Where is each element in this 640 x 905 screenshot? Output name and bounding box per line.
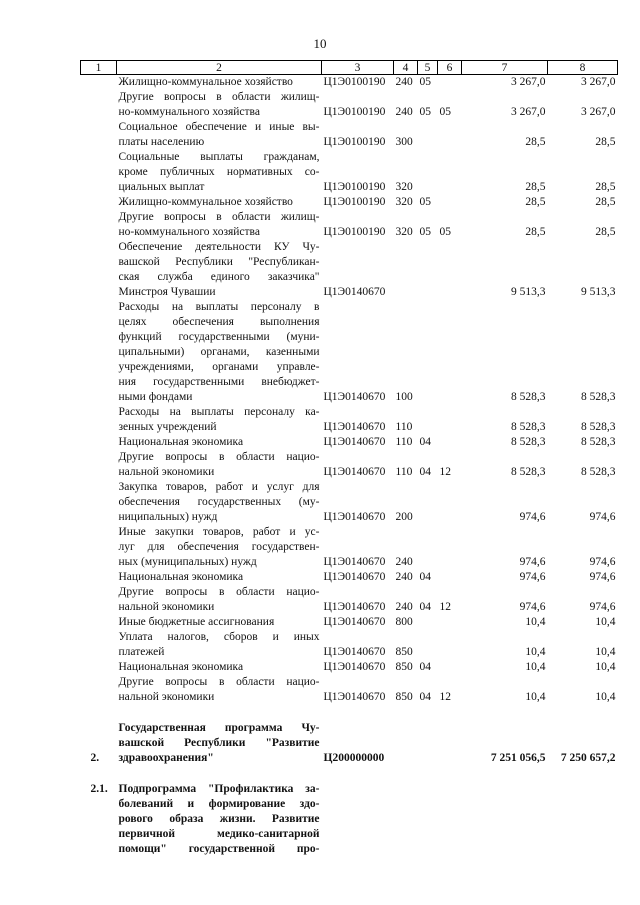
row-subsection [438,525,462,570]
row-section: 04 [419,691,431,703]
row-description-line: Другие вопросы в области нацио- [118,676,320,688]
row-amount-col7: 974,6 [519,601,546,613]
row-target-code: Ц1Э0140670 [323,286,386,298]
page-number: 10 [313,36,327,51]
row-subsection: 05 [439,106,451,118]
row-number [81,570,117,585]
row-description-line: Расходы на выплаты персоналу ка- [118,406,320,418]
row-description [117,660,322,675]
row-section: 05 [419,196,431,208]
row-subsection [438,480,462,525]
row-expense-type: 320 [395,181,413,193]
row-description [117,570,322,585]
row-expense-type: 320 [395,226,413,238]
row-amount-col7: 3 267,0 [511,76,546,88]
row-amount-col7: 974,6 [519,511,546,523]
row-description-line: Обеспечение деятельности КУ Чу- [118,241,320,253]
row-section [418,300,438,405]
header-col-8: 8 [548,61,618,75]
row-description [117,120,322,150]
row-amount-col7: 8 528,3 [511,391,546,403]
table-row [81,75,618,91]
row-description-line: Иные бюджетные ассигнования [118,616,275,628]
row-expense-type: 110 [395,466,413,478]
spacer-row [81,766,618,782]
row-section: 05 [419,106,431,118]
row-amount-col7: 9 513,3 [511,286,546,298]
row-target-code: Ц1Э0140670 [323,661,386,673]
row-target-code: Ц1Э0140670 [323,616,386,628]
table-row [81,150,618,195]
row-target-code: Ц1Э0140670 [323,646,386,658]
row-description-line: учреждениями, органами управле- [118,361,320,373]
row-number [81,525,117,570]
program-title [117,721,322,766]
row-subsection: 12 [439,691,451,703]
subprogram-title-line: помощи" государственной про- [118,843,320,855]
row-section [418,405,438,435]
row-amount-col7: 28,5 [525,196,546,208]
subprogram-title-line: первичной медико-санитарной [118,828,320,840]
row-subsection [438,120,462,150]
row-subsection: 12 [439,601,451,613]
row-number [81,210,117,240]
row-expense-type: 240 [395,76,413,88]
row-section [418,525,438,570]
row-section [418,240,438,300]
table-row [81,570,618,585]
row-description-line: целях обеспечения выполнения [118,316,320,328]
row-description-line: ская служба единого заказчика" [118,271,320,283]
row-amount-col8: 8 528,3 [581,391,616,403]
spacer-row [81,705,618,721]
row-expense-type: 240 [395,571,413,583]
row-section: 04 [419,661,431,673]
table-row [81,660,618,675]
table-body [81,75,618,858]
row-description-line: ными фондами [118,391,193,403]
row-amount-col8: 28,5 [595,196,616,208]
row-amount-col7: 28,5 [525,181,546,193]
table-row [81,525,618,570]
program-code: Ц200000000 [323,752,385,764]
row-expense-type: 320 [395,196,413,208]
row-section: 04 [419,601,431,613]
row-description-line: Расходы на выплаты персоналу в [118,301,320,313]
row-expense-type: 850 [395,661,413,673]
row-subsection [438,435,462,450]
row-section [418,615,438,630]
row-amount-col7: 28,5 [525,226,546,238]
row-description-line: Национальная экономика [118,436,244,448]
row-expense-type: 100 [395,391,413,403]
row-target-code: Ц1Э0140670 [323,571,386,583]
program-number: 2. [90,752,100,764]
row-amount-col7: 8 528,3 [511,436,546,448]
row-section: 05 [419,76,431,88]
row-amount-col7: 974,6 [519,571,546,583]
row-description [117,240,322,300]
row-target-code: Ц1Э0140670 [323,391,386,403]
row-description-line: Закупка товаров, работ и услуг для [118,481,320,493]
table-row [81,480,618,525]
row-expense-type: 240 [395,601,413,613]
row-expense-type: 300 [395,136,413,148]
row-number [81,585,117,615]
row-description-line: нальной экономики [118,601,215,613]
row-description-line: зенных учреждений [118,421,217,433]
table-row [81,90,618,120]
row-description [117,210,322,240]
row-description-line: обеспечения государственных (му- [118,496,320,508]
row-amount-col7: 10,4 [525,646,546,658]
row-target-code: Ц1Э0100190 [323,136,386,148]
row-expense-type: 200 [395,511,413,523]
row-expense-type: 240 [395,556,413,568]
row-description-line: нальной экономики [118,691,215,703]
program-row [81,721,618,766]
row-section [418,630,438,660]
row-amount-col8: 10,4 [595,661,616,673]
row-target-code: Ц1Э0140670 [323,466,386,478]
table-row [81,435,618,450]
program-amount-col7: 7 251 056,5 [490,752,546,764]
row-amount-col7: 3 267,0 [511,106,546,118]
row-number [81,405,117,435]
subprogram-title [117,782,322,857]
table-row [81,615,618,630]
row-subsection: 12 [439,466,451,478]
row-description-line: Национальная экономика [118,571,244,583]
row-target-code: Ц1Э0140670 [323,511,386,523]
row-number [81,615,117,630]
row-expense-type [394,240,418,300]
row-subsection [438,615,462,630]
row-subsection [438,195,462,210]
row-description [117,405,322,435]
row-amount-col7: 8 528,3 [511,466,546,478]
row-description-line: Жилищно-коммунальное хозяйство [118,76,293,88]
row-subsection [438,75,462,91]
row-amount-col8: 10,4 [595,646,616,658]
table-header-row [81,61,618,75]
row-amount-col8: 8 528,3 [581,436,616,448]
row-subsection: 05 [439,226,451,238]
row-amount-col8: 3 267,0 [581,76,616,88]
row-number [81,195,117,210]
row-description-line: Национальная экономика [118,661,244,673]
row-number [81,450,117,480]
table-row [81,300,618,405]
row-description-line: луг для обеспечения государствен- [118,541,320,553]
row-subsection [438,150,462,195]
row-amount-col8: 28,5 [595,226,616,238]
row-description-line: но-коммунального хозяйства [118,226,260,238]
header-col-2: 2 [117,61,322,75]
row-description [117,480,322,525]
row-description [117,300,322,405]
row-number [81,75,117,91]
row-description-line: вашской Республики "Республикан- [118,256,320,268]
row-section [418,120,438,150]
row-target-code: Ц1Э0140670 [323,691,386,703]
program-title-line: здравоохранения" [118,752,214,764]
row-amount-col8: 974,6 [589,571,616,583]
program-amount-col8: 7 250 657,2 [560,752,616,764]
row-subsection [438,240,462,300]
row-description-line: Жилищно-коммунальное хозяйство [118,196,293,208]
row-description [117,90,322,120]
row-expense-type: 110 [395,421,413,433]
row-section [418,150,438,195]
row-subsection [438,405,462,435]
table-row [81,240,618,300]
table-row [81,120,618,150]
row-description-line: Социальные выплаты гражданам, [118,151,320,163]
row-subsection [438,570,462,585]
row-amount-col8: 9 513,3 [581,286,616,298]
header-col-3: 3 [322,61,394,75]
header-col-7: 7 [462,61,548,75]
row-description-line: но-коммунального хозяйства [118,106,260,118]
row-description [117,435,322,450]
row-description-line: кроме публичных нормативных со- [118,166,320,178]
row-description [117,615,322,630]
table-row [81,585,618,615]
row-expense-type: 110 [395,436,413,448]
program-title-line: Государственная программа Чу- [118,722,320,734]
table-row [81,450,618,480]
row-description-line: платы населению [118,136,205,148]
subprogram-title-line: болеваний и формирование здо- [118,798,320,810]
row-number [81,150,117,195]
row-amount-col8: 8 528,3 [581,466,616,478]
row-description-line: Социальное обеспечение и иные вы- [118,121,320,133]
table-row [81,675,618,705]
row-section: 04 [419,436,431,448]
row-description-line: платежей [118,646,165,658]
program-title-line: вашской Республики "Развитие [118,737,320,749]
row-description-line: Уплата налогов, сборов и иных [118,631,320,643]
row-description-line: циальных выплат [118,181,205,193]
row-description-line: ния государственными внебюджет- [118,376,320,388]
row-target-code: Ц1Э0100190 [323,76,386,88]
row-amount-col8: 3 267,0 [581,106,616,118]
row-target-code: Ц1Э0100190 [323,226,386,238]
row-target-code: Ц1Э0140670 [323,436,386,448]
row-amount-col7: 8 528,3 [511,421,546,433]
row-number [81,435,117,450]
row-number [81,90,117,120]
subprogram-title-line: рового образа жизни. Развитие [118,813,320,825]
row-section: 04 [419,571,431,583]
row-expense-type: 850 [395,646,413,658]
row-description [117,195,322,210]
row-description [117,150,322,195]
row-description-line: Другие вопросы в области нацио- [118,586,320,598]
row-description [117,585,322,615]
row-number [81,300,117,405]
table-row [81,210,618,240]
row-description-line: Другие вопросы в области жилищ- [118,91,320,103]
row-amount-col7: 10,4 [525,661,546,673]
table-row [81,405,618,435]
row-amount-col7: 28,5 [525,136,546,148]
row-description-line: ципальными) органами, казенными [118,346,320,358]
row-target-code: Ц1Э0100190 [323,196,386,208]
row-expense-type: 240 [395,106,413,118]
header-col-4: 4 [394,61,418,75]
row-description [117,75,322,91]
row-description-line: ниципальных) нужд [118,511,218,523]
subprogram-number: 2.1. [90,783,108,795]
row-amount-col8: 974,6 [589,601,616,613]
row-number [81,675,117,705]
row-section: 04 [419,466,431,478]
row-description-line: функций государственными (муни- [118,331,320,343]
row-section [418,480,438,525]
row-description-line: нальной экономики [118,466,215,478]
row-description-line: ных (муниципальных) нужд [118,556,257,568]
subprogram-row [81,782,618,857]
row-amount-col8: 974,6 [589,556,616,568]
row-target-code: Ц1Э0100190 [323,181,386,193]
row-amount-col8: 974,6 [589,511,616,523]
row-description-line: Другие вопросы в области жилищ- [118,211,320,223]
row-amount-col8: 10,4 [595,691,616,703]
row-amount-col7: 974,6 [519,556,546,568]
row-description [117,450,322,480]
table-row [81,630,618,660]
row-description [117,630,322,660]
row-amount-col8: 8 528,3 [581,421,616,433]
row-subsection [438,630,462,660]
row-description-line: Иные закупки товаров, работ и ус- [118,526,320,538]
row-subsection [438,300,462,405]
row-section: 05 [419,226,431,238]
row-expense-type: 800 [395,616,413,628]
row-number [81,630,117,660]
header-col-5: 5 [418,61,438,75]
row-number [81,240,117,300]
row-amount-col7: 10,4 [525,616,546,628]
row-description [117,525,322,570]
row-amount-col8: 28,5 [595,181,616,193]
row-subsection [438,660,462,675]
row-amount-col8: 10,4 [595,616,616,628]
row-target-code: Ц1Э0140670 [323,601,386,613]
budget-table [80,60,618,857]
row-description-line: Другие вопросы в области нацио- [118,451,320,463]
row-description [117,675,322,705]
row-number [81,660,117,675]
row-target-code: Ц1Э0140670 [323,421,386,433]
row-expense-type: 850 [395,691,413,703]
row-target-code: Ц1Э0140670 [323,556,386,568]
row-description-line: Минстроя Чувашии [118,286,216,298]
table-row [81,195,618,210]
subprogram-title-line: Подпрограмма "Профилактика за- [118,783,320,795]
row-number [81,480,117,525]
row-target-code: Ц1Э0100190 [323,106,386,118]
row-amount-col8: 28,5 [595,136,616,148]
header-col-6: 6 [438,61,462,75]
row-amount-col7: 10,4 [525,691,546,703]
header-col-1: 1 [81,61,117,75]
row-number [81,120,117,150]
